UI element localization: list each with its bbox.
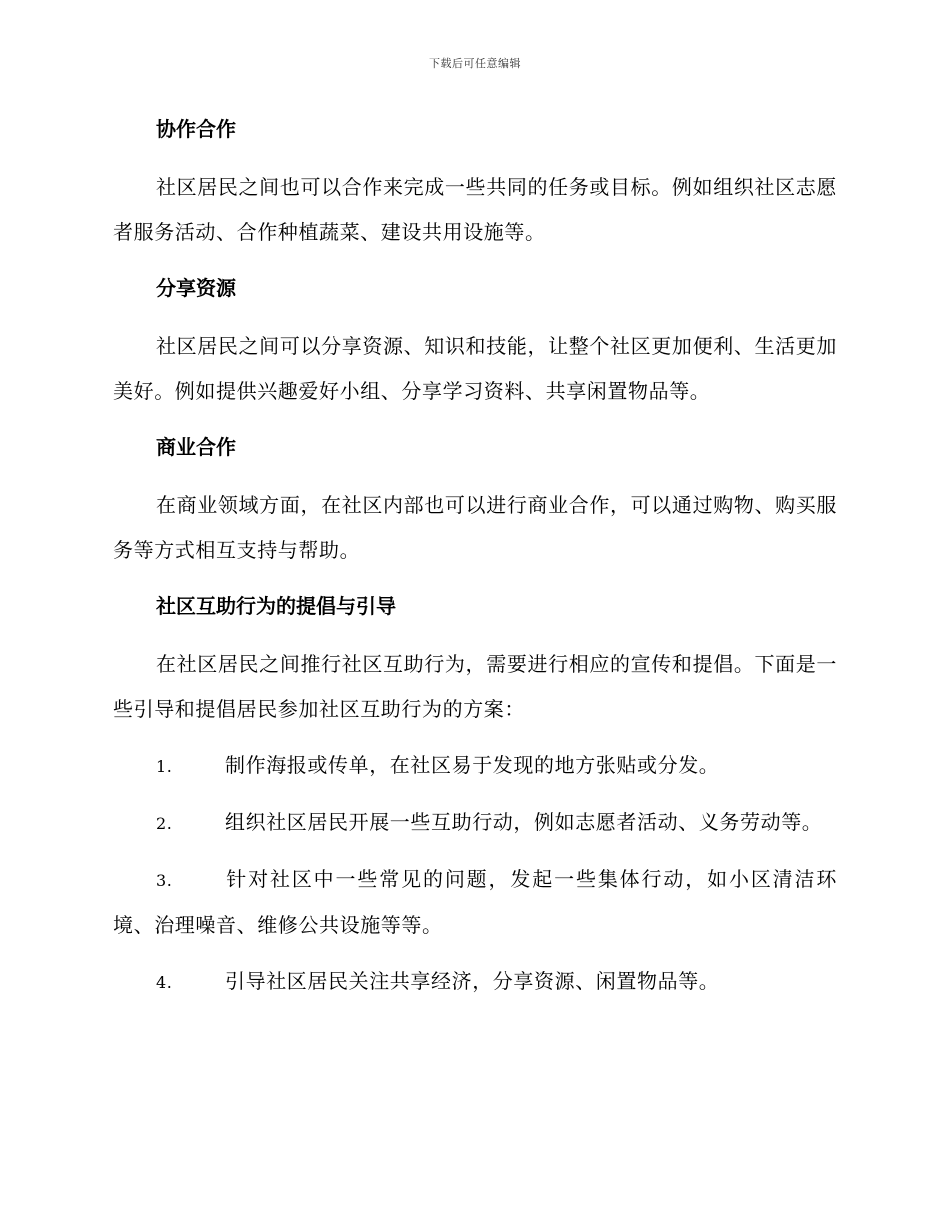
- list-number: 2.: [156, 814, 173, 833]
- section-sharing: [113, 266, 837, 414]
- section-paragraph: 在商业领域方面，在社区内部也可以进行商业合作，可以通过购物、购买服务等方式相互支持与帮助。: [113, 493, 837, 562]
- section-heading: 商业合作: [156, 435, 236, 459]
- list-number: 4.: [156, 973, 173, 992]
- page-header: 下载后可任意编辑: [429, 57, 521, 70]
- list-number: 1.: [156, 757, 173, 776]
- list-text: 引导社区居民关注共享经济，分享资源、闲置物品等。: [225, 969, 720, 993]
- section-promotion: [113, 584, 837, 732]
- section-heading: 分享资源: [156, 276, 236, 300]
- section-heading: 协作合作: [156, 117, 236, 141]
- list-item: [113, 857, 837, 948]
- list-text: 针对社区中一些常见的问题，发起一些集体行动，如小区清洁环境、治理噪音、维修公共设施等等。: [113, 867, 837, 937]
- document-body: [113, 107, 837, 1016]
- list-item: [113, 743, 837, 789]
- list-text: 组织社区居民开展一些互助行动，例如志愿者活动、义务劳动等。: [225, 810, 823, 834]
- list-number: 3.: [156, 871, 173, 890]
- section-heading: 社区互助行为的提倡与引导: [156, 594, 396, 618]
- section-cooperation: [113, 107, 837, 255]
- section-paragraph: 在社区居民之间推行社区互助行为，需要进行相应的宣传和提倡。下面是一些引导和提倡居民参加社区互助行为的方案：: [113, 652, 837, 721]
- list-item: [113, 959, 837, 1005]
- section-paragraph: 社区居民之间也可以合作来完成一些共同的任务或目标。例如组织社区志愿者服务活动、合作种植蔬菜、建设共用设施等。: [113, 175, 837, 244]
- section-business: [113, 425, 837, 573]
- section-paragraph: 社区居民之间可以分享资源、知识和技能，让整个社区更加便利、生活更加美好。例如提供兴趣爱好小组、分享学习资料、共享闲置物品等。: [113, 334, 837, 403]
- list-item: [113, 800, 837, 846]
- numbered-list: [113, 743, 837, 1005]
- list-text: 制作海报或传单，在社区易于发现的地方张贴或分发。: [225, 753, 720, 777]
